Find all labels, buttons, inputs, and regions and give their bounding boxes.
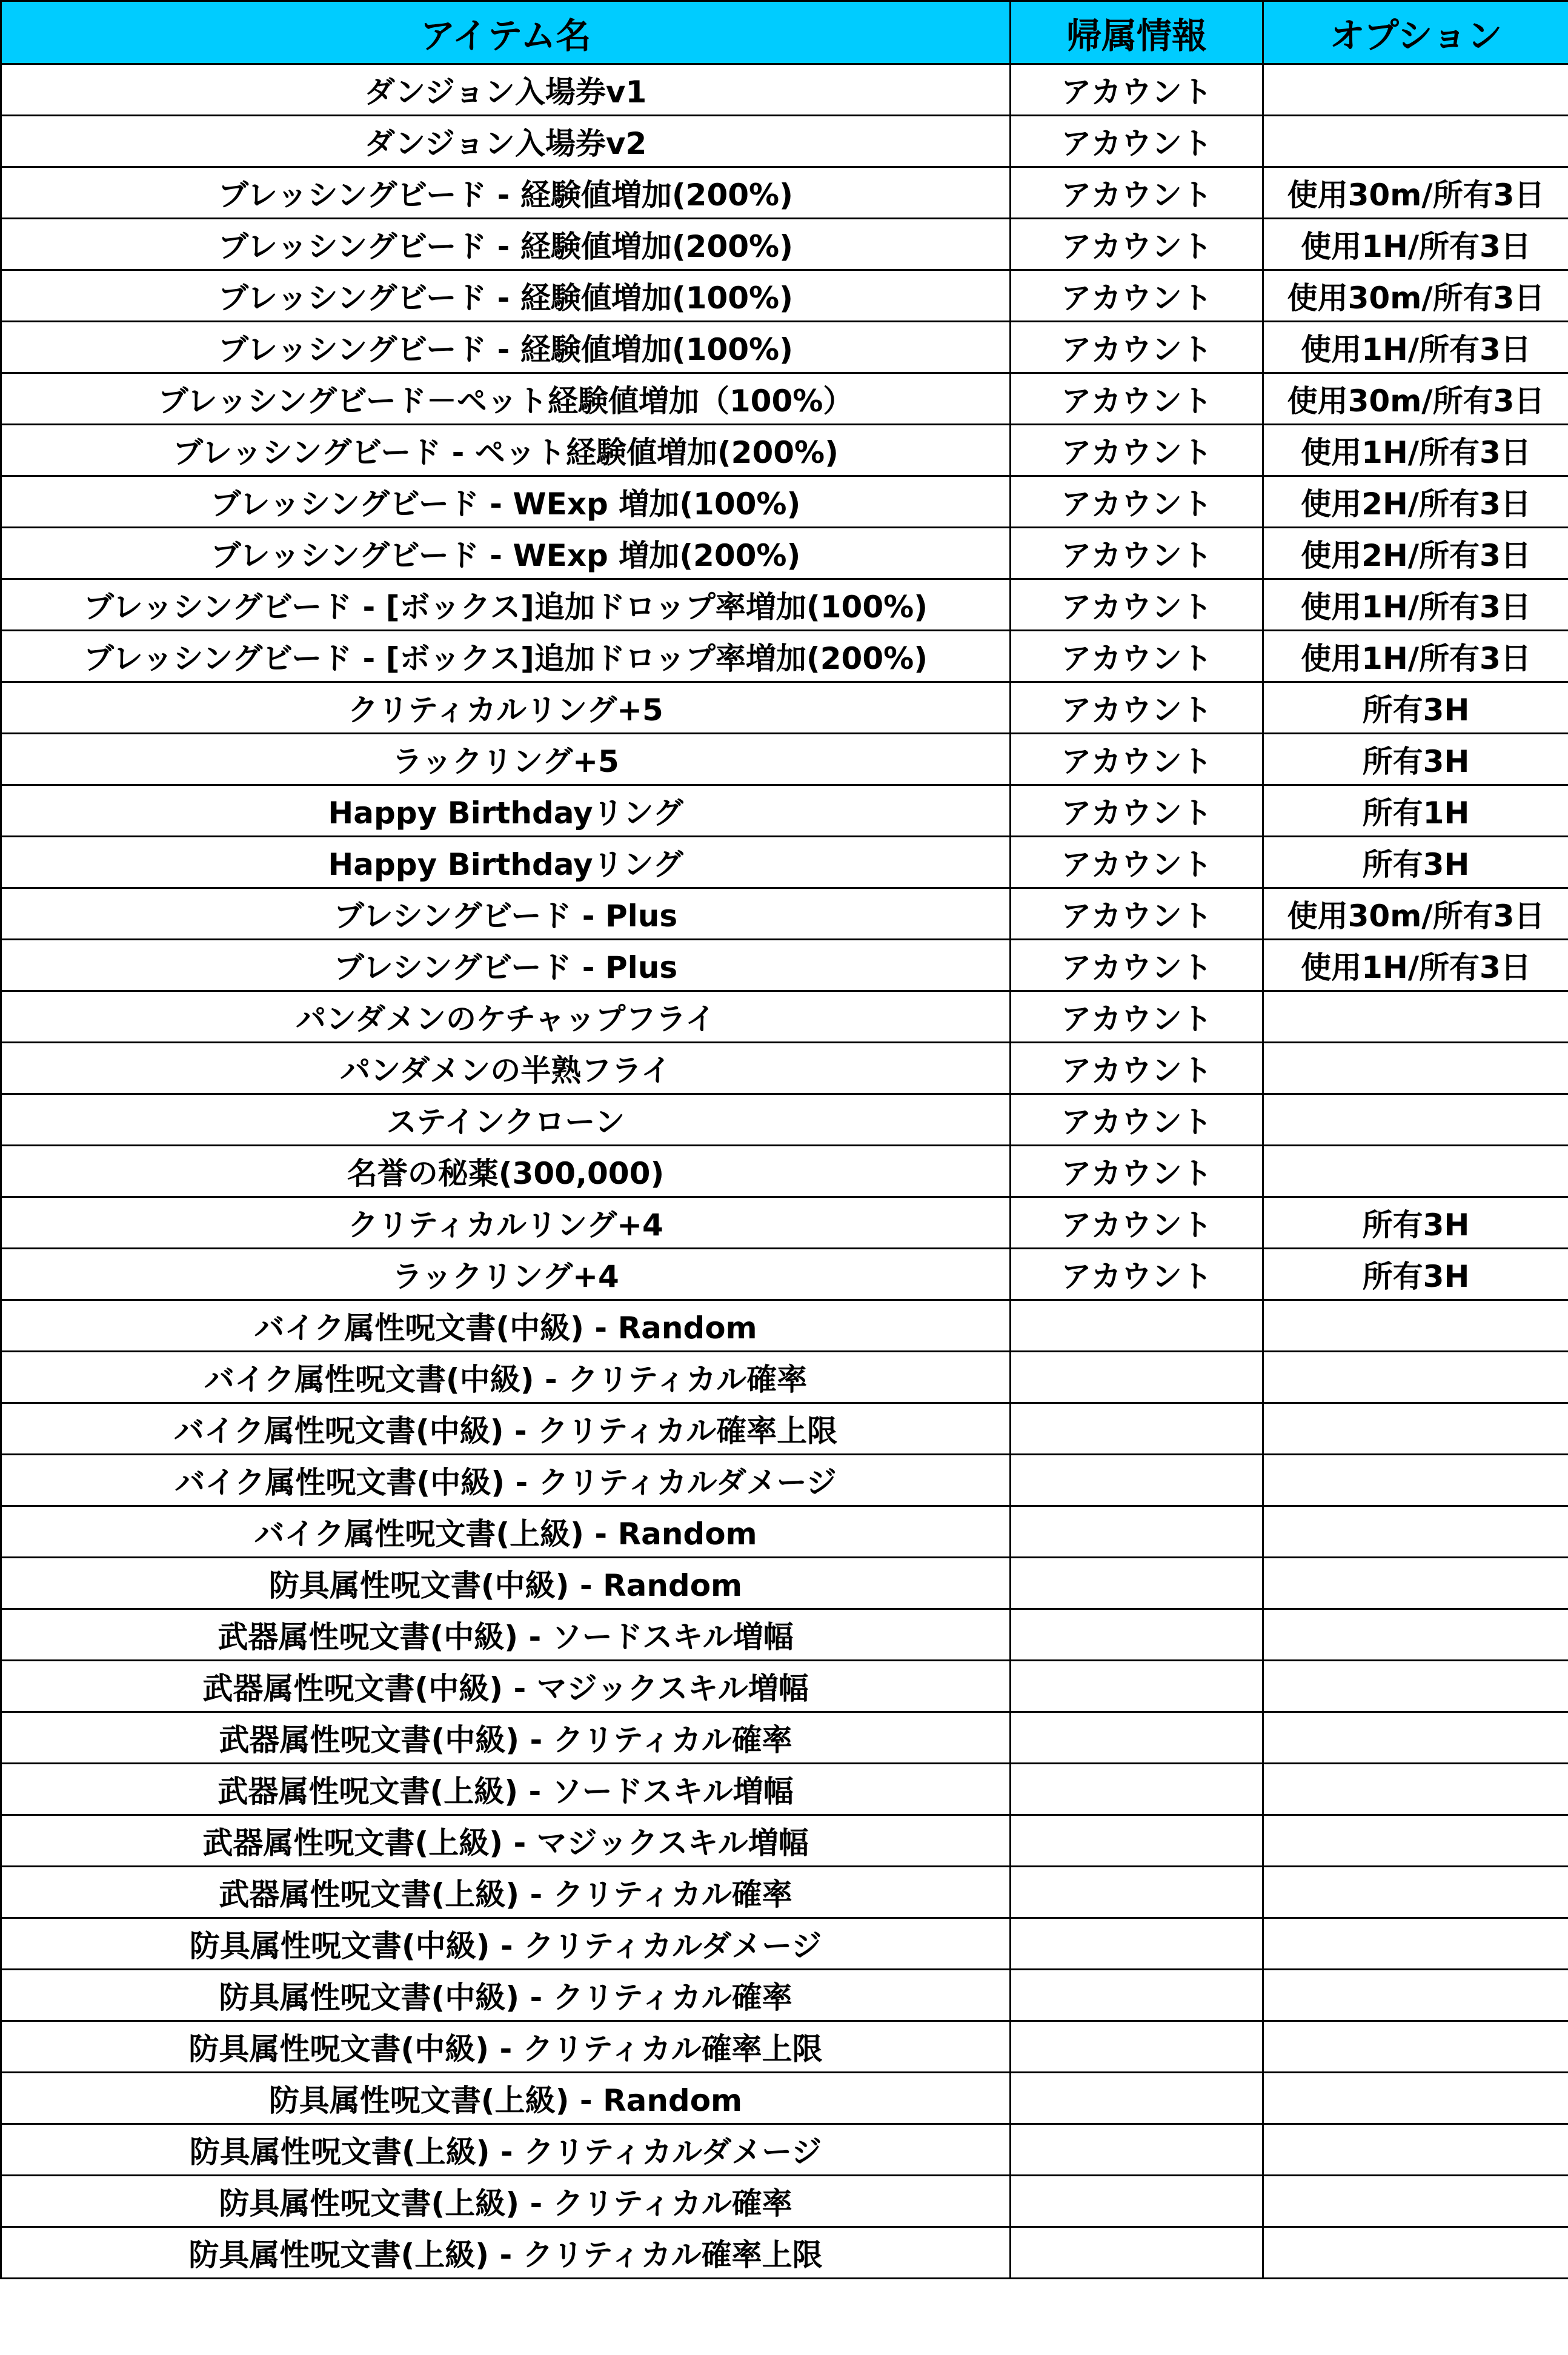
binding-cell[interactable]: アカウント	[1011, 167, 1263, 219]
option-cell[interactable]	[1263, 991, 1568, 1043]
table-row	[1, 1970, 1568, 2021]
item-name-cell[interactable]: ブレッシングビード - [ボックス]追加ドロップ率増加(100%)	[1, 579, 1011, 631]
table-row	[1, 1764, 1568, 1815]
table-row	[1, 837, 1568, 888]
option-cell[interactable]: 所有3H	[1263, 734, 1568, 785]
binding-cell[interactable]: アカウント	[1011, 219, 1263, 270]
item-name-cell[interactable]: 防具属性呪文書(上級) - クリティカル確率	[1, 2176, 1011, 2227]
table-row	[1, 1403, 1568, 1455]
binding-cell[interactable]	[1011, 1661, 1263, 1712]
option-cell[interactable]: 使用1H/所有3日	[1263, 631, 1568, 682]
option-cell[interactable]: 使用30m/所有3日	[1263, 373, 1568, 425]
table-row	[1, 1815, 1568, 1867]
option-cell[interactable]: 所有3H	[1263, 837, 1568, 888]
binding-cell[interactable]	[1011, 1815, 1263, 1867]
option-cell[interactable]	[1263, 1712, 1568, 1764]
table-row	[1, 888, 1568, 940]
binding-cell[interactable]: アカウント	[1011, 373, 1263, 425]
binding-cell[interactable]: アカウント	[1011, 425, 1263, 476]
item-name-cell[interactable]: 武器属性呪文書(上級) - ソードスキル増幅	[1, 1764, 1011, 1815]
binding-cell[interactable]: アカウント	[1011, 682, 1263, 734]
table-row	[1, 1249, 1568, 1300]
option-cell[interactable]	[1263, 1352, 1568, 1403]
table-row	[1, 1300, 1568, 1352]
table-row	[1, 991, 1568, 1043]
option-cell[interactable]: 使用1H/所有3日	[1263, 425, 1568, 476]
option-cell[interactable]: 使用2H/所有3日	[1263, 528, 1568, 579]
binding-cell[interactable]: アカウント	[1011, 991, 1263, 1043]
table-row	[1, 1352, 1568, 1403]
table-row	[1, 528, 1568, 579]
item-name-cell[interactable]: ラックリング+5	[1, 734, 1011, 785]
option-cell[interactable]	[1263, 1043, 1568, 1094]
item-name-cell[interactable]: 武器属性呪文書(上級) - マジックスキル増幅	[1, 1815, 1011, 1867]
binding-cell[interactable]	[1011, 2176, 1263, 2227]
option-cell[interactable]	[1263, 116, 1568, 167]
option-cell[interactable]	[1263, 1609, 1568, 1661]
binding-cell[interactable]	[1011, 1609, 1263, 1661]
table-row	[1, 1455, 1568, 1506]
item-name-cell[interactable]: ブレッシングビード - 経験値増加(100%)	[1, 270, 1011, 322]
option-cell[interactable]: 所有3H	[1263, 1197, 1568, 1249]
option-cell[interactable]	[1263, 1661, 1568, 1712]
option-cell[interactable]: 使用1H/所有3日	[1263, 322, 1568, 373]
option-cell[interactable]	[1263, 2124, 1568, 2176]
binding-cell[interactable]: アカウント	[1011, 940, 1263, 991]
option-cell[interactable]: 使用1H/所有3日	[1263, 940, 1568, 991]
table-row	[1, 940, 1568, 991]
option-cell[interactable]: 使用30m/所有3日	[1263, 270, 1568, 322]
option-cell[interactable]	[1263, 1918, 1568, 1970]
item-name-cell[interactable]: 防具属性呪文書(中級) - クリティカルダメージ	[1, 1918, 1011, 1970]
table-row	[1, 785, 1568, 837]
binding-cell[interactable]	[1011, 1300, 1263, 1352]
item-name-cell[interactable]: ブレッシングビード - 経験値増加(200%)	[1, 167, 1011, 219]
item-name-cell[interactable]: 防具属性呪文書(上級) - クリティカルダメージ	[1, 2124, 1011, 2176]
option-cell[interactable]	[1263, 2176, 1568, 2227]
option-cell[interactable]	[1263, 2073, 1568, 2124]
column-header-item-name[interactable]: アイテム名	[1, 1, 1011, 64]
item-name-cell[interactable]: Happy Birthdayリング	[1, 837, 1011, 888]
binding-cell[interactable]: アカウント	[1011, 322, 1263, 373]
table-row	[1, 1609, 1568, 1661]
item-name-cell[interactable]: 防具属性呪文書(中級) - Random	[1, 1558, 1011, 1609]
item-name-cell[interactable]: クリティカルリング+5	[1, 682, 1011, 734]
table-row	[1, 682, 1568, 734]
table-row	[1, 2073, 1568, 2124]
table-row	[1, 2021, 1568, 2073]
item-name-cell[interactable]: バイク属性呪文書(中級) - クリティカルダメージ	[1, 1455, 1011, 1506]
option-cell[interactable]	[1263, 1867, 1568, 1918]
item-name-cell[interactable]: パンダメンのケチャップフライ	[1, 991, 1011, 1043]
option-cell[interactable]: 所有3H	[1263, 1249, 1568, 1300]
option-cell[interactable]	[1263, 1506, 1568, 1558]
binding-cell[interactable]: アカウント	[1011, 1146, 1263, 1197]
column-header-binding[interactable]: 帰属情報	[1011, 1, 1263, 64]
option-cell[interactable]: 使用2H/所有3日	[1263, 476, 1568, 528]
table-row	[1, 1094, 1568, 1146]
item-name-cell[interactable]: 名誉の秘薬(300,000)	[1, 1146, 1011, 1197]
table-row	[1, 631, 1568, 682]
option-cell[interactable]	[1263, 1815, 1568, 1867]
binding-cell[interactable]: アカウント	[1011, 528, 1263, 579]
item-name-cell[interactable]: ブレッシングビード - ペット経験値増加(200%)	[1, 425, 1011, 476]
item-name-cell[interactable]: ブレッシングビード - WExp 増加(100%)	[1, 476, 1011, 528]
item-rows	[1, 64, 1568, 2279]
item-name-cell[interactable]: ダンジョン入場券v1	[1, 64, 1011, 116]
item-name-cell[interactable]: 防具属性呪文書(中級) - クリティカル確率上限	[1, 2021, 1011, 2073]
table-row	[1, 1661, 1568, 1712]
item-name-cell[interactable]: パンダメンの半熟フライ	[1, 1043, 1011, 1094]
table-row	[1, 116, 1568, 167]
option-cell[interactable]	[1263, 1764, 1568, 1815]
item-name-cell[interactable]: ブレシングビード - Plus	[1, 888, 1011, 940]
item-name-cell[interactable]: 武器属性呪文書(上級) - クリティカル確率	[1, 1867, 1011, 1918]
binding-cell[interactable]	[1011, 2021, 1263, 2073]
table-row	[1, 2176, 1568, 2227]
table-row	[1, 476, 1568, 528]
table-row	[1, 322, 1568, 373]
table-row	[1, 373, 1568, 425]
item-name-cell[interactable]: クリティカルリング+4	[1, 1197, 1011, 1249]
item-name-cell[interactable]: 防具属性呪文書(中級) - クリティカル確率	[1, 1970, 1011, 2021]
option-cell[interactable]	[1263, 1403, 1568, 1455]
binding-cell[interactable]: アカウント	[1011, 476, 1263, 528]
binding-cell[interactable]	[1011, 1352, 1263, 1403]
item-name-cell[interactable]: ブレッシングビード - 経験値増加(100%)	[1, 322, 1011, 373]
option-cell[interactable]	[1263, 1970, 1568, 2021]
item-name-cell[interactable]: ラックリング+4	[1, 1249, 1011, 1300]
option-cell[interactable]	[1263, 64, 1568, 116]
table-row	[1, 1146, 1568, 1197]
table-row	[1, 1867, 1568, 1918]
option-cell[interactable]: 使用30m/所有3日	[1263, 167, 1568, 219]
table-row	[1, 1558, 1568, 1609]
item-name-cell[interactable]: 武器属性呪文書(中級) - ソードスキル増幅	[1, 1609, 1011, 1661]
table-row	[1, 1918, 1568, 1970]
table-row	[1, 579, 1568, 631]
table-row	[1, 1506, 1568, 1558]
item-name-cell[interactable]: ステインクローン	[1, 1094, 1011, 1146]
item-name-cell[interactable]: 武器属性呪文書(中級) - クリティカル確率	[1, 1712, 1011, 1764]
binding-cell[interactable]: アカウント	[1011, 1197, 1263, 1249]
option-cell[interactable]: 使用30m/所有3日	[1263, 888, 1568, 940]
binding-cell[interactable]	[1011, 1403, 1263, 1455]
option-cell[interactable]: 所有1H	[1263, 785, 1568, 837]
table-row	[1, 167, 1568, 219]
table-row	[1, 425, 1568, 476]
binding-cell[interactable]: アカウント	[1011, 64, 1263, 116]
header-row	[1, 1, 1568, 64]
option-cell[interactable]	[1263, 2227, 1568, 2279]
item-name-cell[interactable]: バイク属性呪文書(中級) - クリティカル確率	[1, 1352, 1011, 1403]
binding-cell[interactable]	[1011, 2124, 1263, 2176]
item-name-cell[interactable]: バイク属性呪文書(中級) - クリティカル確率上限	[1, 1403, 1011, 1455]
binding-cell[interactable]	[1011, 1867, 1263, 1918]
option-cell[interactable]	[1263, 1300, 1568, 1352]
binding-cell[interactable]: アカウント	[1011, 888, 1263, 940]
item-name-cell[interactable]: ブレシングビード - Plus	[1, 940, 1011, 991]
binding-cell[interactable]	[1011, 1455, 1263, 1506]
binding-cell[interactable]	[1011, 1918, 1263, 1970]
table-row	[1, 64, 1568, 116]
option-cell[interactable]	[1263, 1558, 1568, 1609]
binding-cell[interactable]	[1011, 2073, 1263, 2124]
binding-cell[interactable]: アカウント	[1011, 116, 1263, 167]
table-row	[1, 1043, 1568, 1094]
option-cell[interactable]: 使用1H/所有3日	[1263, 579, 1568, 631]
binding-cell[interactable]	[1011, 1712, 1263, 1764]
item-name-cell[interactable]: 防具属性呪文書(上級) - Random	[1, 2073, 1011, 2124]
table-row	[1, 2124, 1568, 2176]
item-name-cell[interactable]: ブレッシングビード - WExp 増加(200%)	[1, 528, 1011, 579]
option-cell[interactable]: 使用1H/所有3日	[1263, 219, 1568, 270]
table-row	[1, 1197, 1568, 1249]
item-name-cell[interactable]: ブレッシングビード - [ボックス]追加ドロップ率増加(200%)	[1, 631, 1011, 682]
option-cell[interactable]: 所有3H	[1263, 682, 1568, 734]
item-name-cell[interactable]: 防具属性呪文書(上級) - クリティカル確率上限	[1, 2227, 1011, 2279]
binding-cell[interactable]: アカウント	[1011, 1043, 1263, 1094]
binding-cell[interactable]	[1011, 2227, 1263, 2279]
table-row	[1, 2227, 1568, 2279]
binding-cell[interactable]	[1011, 1764, 1263, 1815]
table-row	[1, 270, 1568, 322]
option-cell[interactable]	[1263, 1094, 1568, 1146]
option-cell[interactable]	[1263, 1146, 1568, 1197]
binding-cell[interactable]: アカウント	[1011, 579, 1263, 631]
binding-cell[interactable]: アカウント	[1011, 1094, 1263, 1146]
binding-cell[interactable]: アカウント	[1011, 270, 1263, 322]
binding-cell[interactable]	[1011, 1970, 1263, 2021]
item-name-cell[interactable]: ダンジョン入場券v2	[1, 116, 1011, 167]
column-header-option[interactable]: オプション	[1263, 1, 1568, 64]
binding-cell[interactable]	[1011, 1506, 1263, 1558]
binding-cell[interactable]: アカウント	[1011, 785, 1263, 837]
table-row	[1, 734, 1568, 785]
item-name-cell[interactable]: ブレッシングビード－ペット経験値増加（100%）	[1, 373, 1011, 425]
table-row	[1, 219, 1568, 270]
item-name-cell[interactable]: Happy Birthdayリング	[1, 785, 1011, 837]
binding-cell[interactable]	[1011, 1558, 1263, 1609]
option-cell[interactable]	[1263, 1455, 1568, 1506]
binding-cell[interactable]: アカウント	[1011, 631, 1263, 682]
table-row	[1, 1712, 1568, 1764]
item-name-cell[interactable]: バイク属性呪文書(上級) - Random	[1, 1506, 1011, 1558]
item-name-cell[interactable]: ブレッシングビード - 経験値増加(200%)	[1, 219, 1011, 270]
option-cell[interactable]	[1263, 2021, 1568, 2073]
item-name-cell[interactable]: 武器属性呪文書(中級) - マジックスキル増幅	[1, 1661, 1011, 1712]
binding-cell[interactable]: アカウント	[1011, 837, 1263, 888]
binding-cell[interactable]: アカウント	[1011, 734, 1263, 785]
binding-cell[interactable]: アカウント	[1011, 1249, 1263, 1300]
item-name-cell[interactable]: バイク属性呪文書(中級) - Random	[1, 1300, 1011, 1352]
